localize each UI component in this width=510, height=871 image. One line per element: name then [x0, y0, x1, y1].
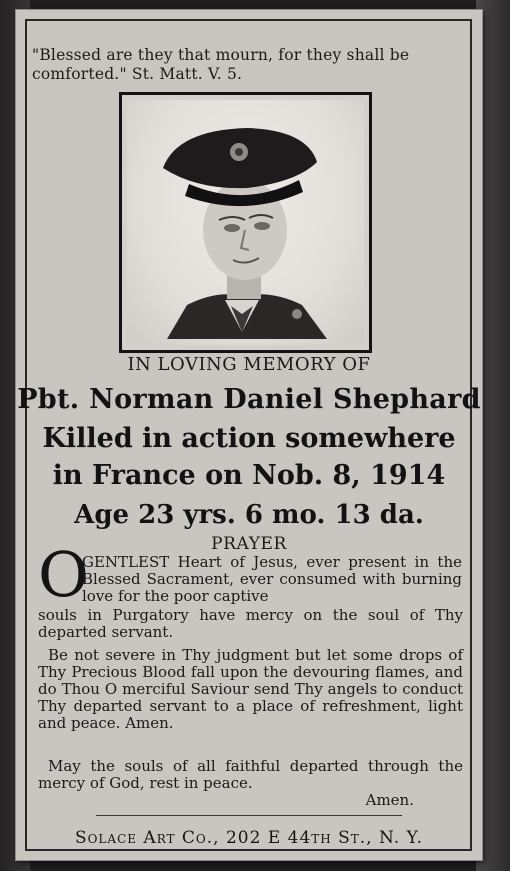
prayer-paragraph-1-first: GENTLEST Heart of Jesus, ever present in the Blessed Sacrament, ever consumed with burning love for the poor captive — [82, 553, 462, 605]
prayer-dropcap: O — [38, 538, 89, 611]
killed-line: Killed in action somewhere — [42, 423, 456, 454]
soldier-portrait — [127, 100, 364, 345]
memory-heading: IN LOVING MEMORY OF — [127, 354, 371, 375]
printer-imprint: Solace Art Co., 202 E 44th St., N. Y. — [74, 828, 424, 848]
prayer-title: PRAYER — [211, 534, 287, 554]
place-date-line: in France on Nob. 8, 1914 — [52, 460, 446, 491]
memorial-card — [16, 10, 482, 860]
closing-amen: Amen. — [365, 791, 414, 809]
soldier-name: Pbt. Norman Daniel Shephard — [17, 384, 481, 415]
age-line: Age 23 yrs. 6 mo. 13 da. — [74, 500, 424, 530]
prayer-paragraph-2: Be not severe in Thy judgment but let some drops of Thy Precious Blood fall upon the devouring flames, and do Thou O merciful Saviour send Thy angels to conduct Thy departed servant to a place of refreshment, light and peace. Amen. — [38, 646, 463, 732]
prayer-paragraph-3: May the souls of all faithful departed through the mercy of God, rest in peace. — [38, 757, 463, 792]
divider-rule — [96, 815, 402, 816]
portrait-frame — [119, 92, 372, 353]
prayer-paragraph-1-rest: souls in Purgatory have mercy on the soul of Thy departed servant. — [38, 606, 463, 641]
portrait-illustration — [127, 100, 358, 339]
scripture-verse: "Blessed are they that mourn, for they shall be comforted." St. Matt. V. 5. — [32, 46, 410, 83]
